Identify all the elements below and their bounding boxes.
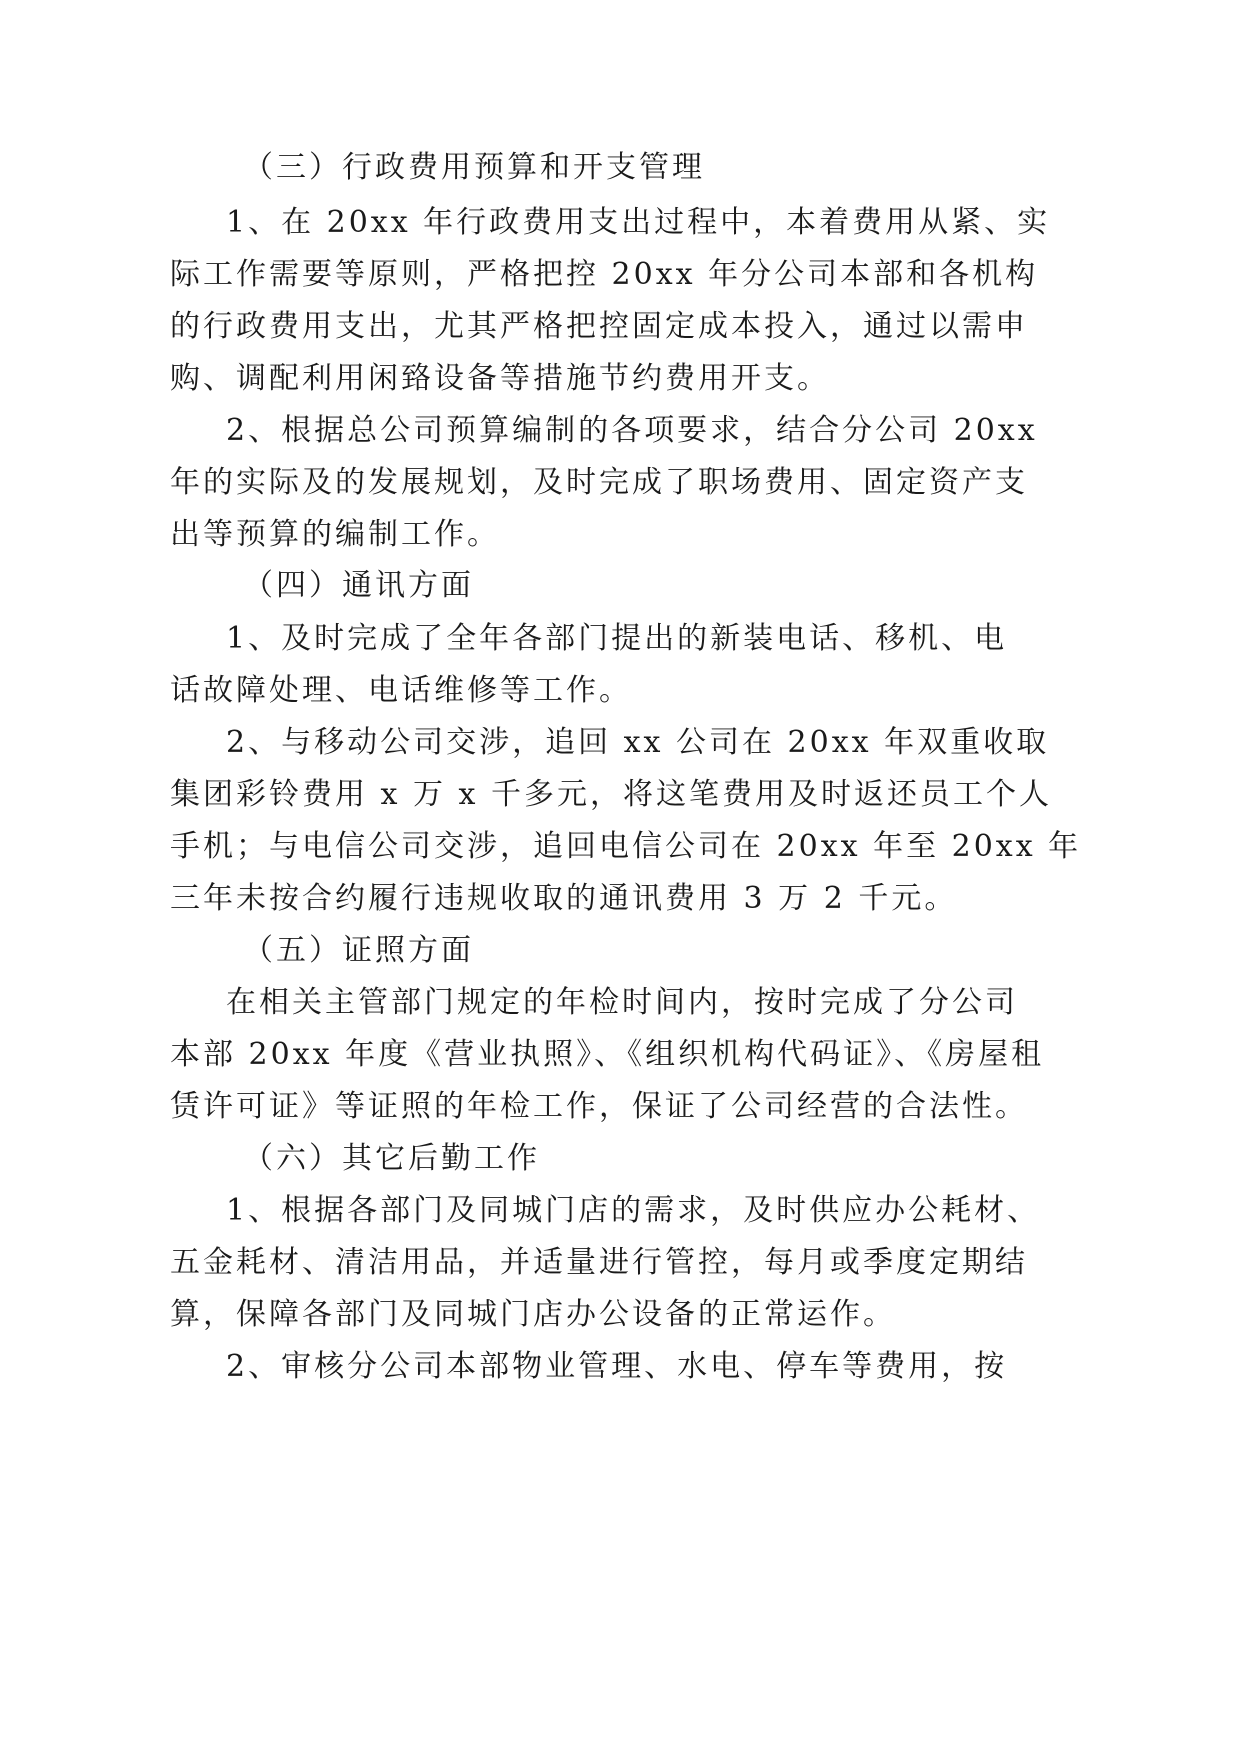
paragraph-line: 1、根据各部门及同城门店的需求，及时供应办公耗材、 [226,1193,1041,1228]
paragraph-line: 话故障处理、电话维修等工作。 [170,673,632,708]
section-heading: （五）证照方面 [243,933,474,968]
paragraph-line: 年的实际及的发展规划，及时完成了职场费用、固定资产支 [170,465,1028,500]
paragraph-line: 1、在 20xx 年行政费用支出过程中，本着费用从紧、实 [226,205,1051,240]
paragraph-line: 集团彩铃费用 x 万 x 千多元，将这笔费用及时返还员工个人 [170,777,1052,812]
paragraph-line: 2、审核分公司本部物业管理、水电、停车等费用，按 [226,1349,1008,1384]
paragraph-line: 算，保障各部门及同城门店办公设备的正常运作。 [170,1297,896,1332]
paragraph-line: 2、与移动公司交涉，追回 xx 公司在 20xx 年双重收取 [226,725,1050,760]
paragraph-line: 本部 20xx 年度《营业执照》、《组织机构代码证》、《房屋租 [170,1037,1045,1072]
paragraph-line: 际工作需要等原则，严格把控 20xx 年分公司本部和各机构 [170,257,1039,292]
paragraph-line: 五金耗材、清洁用品，并适量进行管控，每月或季度定期结 [170,1245,1028,1280]
paragraph-line: 2、根据总公司预算编制的各项要求，结合分公司 20xx [226,413,1038,448]
section-heading: （四）通讯方面 [243,568,474,603]
paragraph-line: 三年未按合约履行违规收取的通讯费用 3 万 2 千元。 [170,881,958,916]
paragraph-line: 的行政费用支出，尤其严格把控固定成本投入，通过以需申 [170,309,1028,344]
paragraph-line: 购、调配利用闲臵设备等措施节约费用开支。 [170,361,830,396]
paragraph-line: 出等预算的编制工作。 [170,517,500,552]
paragraph-line: 1、及时完成了全年各部门提出的新装电话、移机、电 [226,621,1008,656]
section-heading: （六）其它后勤工作 [243,1141,540,1176]
paragraph-line: 在相关主管部门规定的年检时间内，按时完成了分公司 [226,985,1018,1020]
paragraph-line: 手机；与电信公司交涉，追回电信公司在 20xx 年至 20xx 年 [170,829,1082,864]
paragraph-line: 赁许可证》等证照的年检工作，保证了公司经营的合法性。 [170,1089,1028,1124]
section-heading: （三）行政费用预算和开支管理 [243,150,705,185]
